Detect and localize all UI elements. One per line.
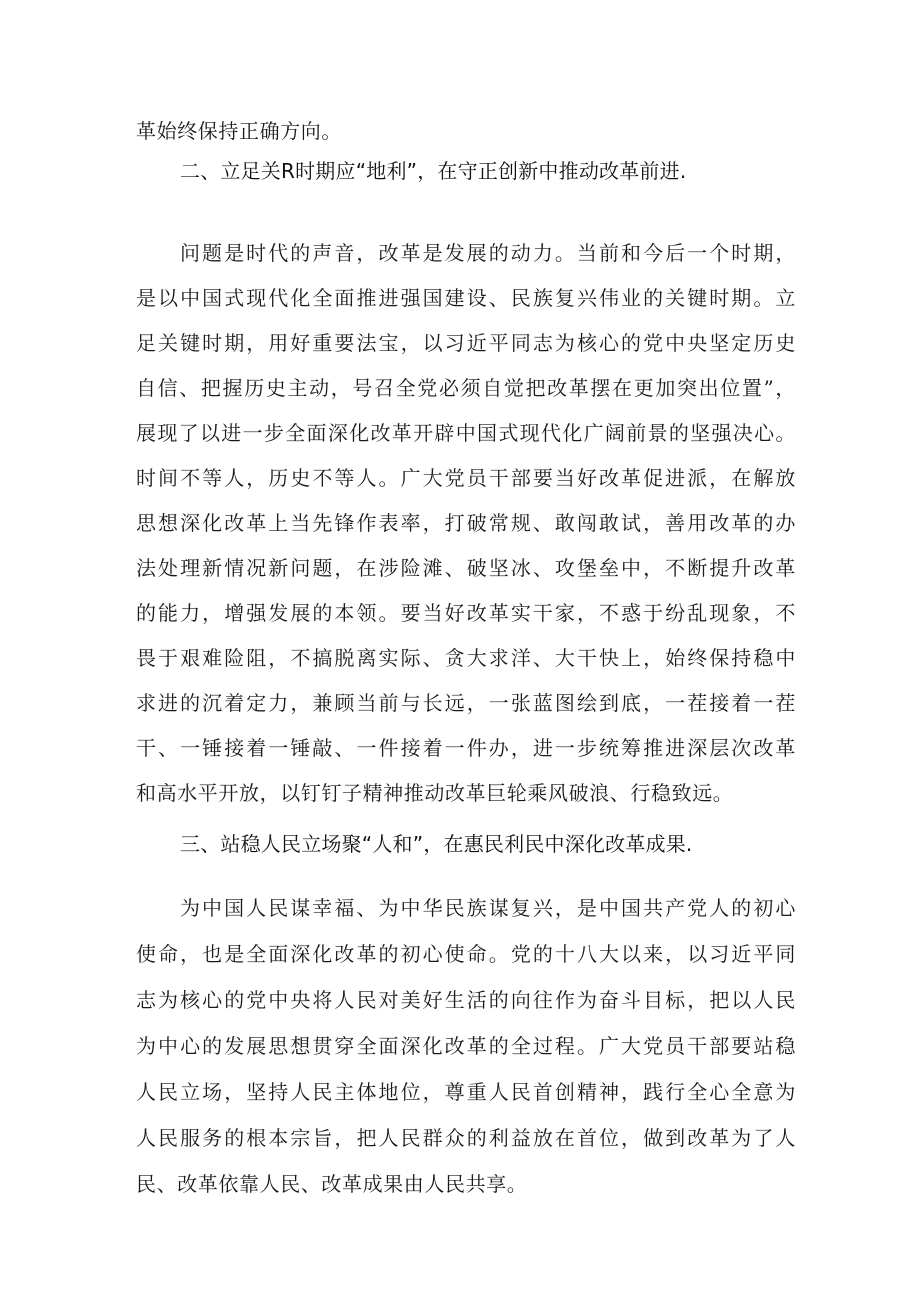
paragraph-line: 人民立场，坚持人民主体地位，尊重人民首创精神，践行全心全意为 [136, 1080, 796, 1104]
paragraph-line: 革始终保持正确方向。 [136, 119, 342, 143]
paragraph-line: 展现了以进一步全面深化改革开辟中国式现代化广阔前景的坚强决心。 [136, 421, 796, 445]
paragraph-line: 时间不等人，历史不等人。广大党员干部要当好改革促进派，在解放 [136, 466, 796, 490]
paragraph-line: 自信、把握历史主动，号召全党必须自觉把改革摆在更加突出位置”， [136, 376, 796, 400]
paragraph-line: 使命，也是全面深化改革的初心使命。党的十八大以来，以习近平同 [136, 942, 796, 966]
paragraph-line: 问题是时代的声音，改革是发展的动力。当前和今后一个时期， [180, 241, 796, 265]
paragraph-line: 民、改革依靠人民、改革成果由人民共享。 [136, 1172, 528, 1196]
paragraph-line: 人民服务的根本宗旨，把人民群众的利益放在首位，做到改革为了人 [136, 1126, 796, 1150]
section-heading: 三、站稳人民立场聚“人和”，在惠民利民中深化改革成果. [180, 832, 693, 856]
section-heading: 二、立足关R时期应“地利”，在守正创新中推动改革前进. [180, 159, 687, 183]
paragraph-line: 求进的沉着定力，兼顾当前与长远，一张蓝图绘到底，一茬接着一茬 [136, 691, 796, 715]
paragraph-line: 思想深化改革上当先锋作表率，打破常规、敢闯敢试，善用改革的办 [136, 511, 796, 535]
paragraph-line: 是以中国式现代化全面推进强国建设、民族复兴伟业的关键时期。立 [136, 286, 796, 310]
paragraph-line: 畏于艰难险阻，不搞脱离实际、贪大求洋、大干快上，始终保持稳中 [136, 646, 796, 670]
paragraph-line: 法处理新情况新问题，在涉险滩、破坚冰、攻堡垒中，不断提升改革 [136, 556, 796, 580]
paragraph-line: 为中国人民谋幸福、为中华民族谋复兴，是中国共产党人的初心 [180, 896, 796, 920]
paragraph-line: 和高水平开放，以钉钉子精神推动改革巨轮乘风破浪、行稳致远。 [136, 781, 734, 805]
paragraph-line: 干、一锤接着一锤敲、一件接着一件办，进一步统筹推进深层次改革 [136, 736, 796, 760]
paragraph-line: 足关键时期，用好重要法宝，以习近平同志为核心的党中央坚定历史 [136, 331, 796, 355]
paragraph-line: 志为核心的党中央将人民对美好生活的向往作为奋斗目标，把以人民 [136, 988, 796, 1012]
paragraph-line: 为中心的发展思想贯穿全面深化改革的全过程。广大党员干部要站稳 [136, 1034, 796, 1058]
paragraph-line: 的能力，增强发展的本领。要当好改革实干家，不惑于纷乱现象，不 [136, 601, 796, 625]
